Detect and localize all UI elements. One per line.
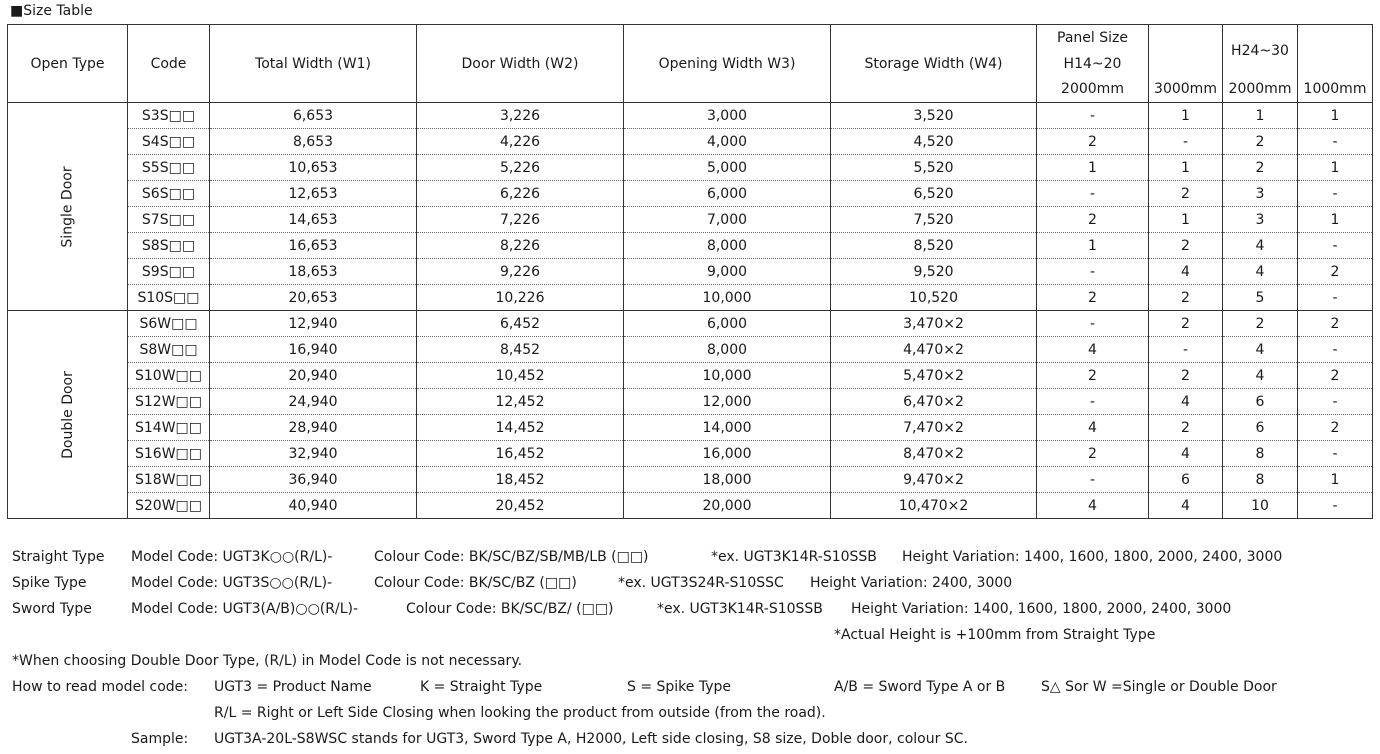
cell-storage-width: 3,470×2 [831, 311, 1037, 337]
cell-total-width: 32,940 [210, 441, 417, 467]
straight-type-label: Straight Type [12, 549, 105, 565]
cell-opening-width: 14,000 [624, 415, 831, 441]
cell-code: S10S□□ [128, 285, 210, 311]
cell-panel-1000: 2 [1298, 259, 1373, 285]
cell-code: S6S□□ [128, 181, 210, 207]
table-row [8, 129, 1373, 155]
cell-opening-width: 9,000 [624, 259, 831, 285]
cell-panel-3000: 4 [1149, 493, 1223, 519]
cell-code: S12W□□ [128, 389, 210, 415]
cell-door-width: 20,452 [417, 493, 624, 519]
cell-panel-1000: 2 [1298, 363, 1373, 389]
ab-definition: A/B = Sword Type A or B [834, 679, 1006, 695]
cell-panel-2000-b: 3 [1223, 207, 1298, 233]
spike-type-label: Spike Type [12, 575, 87, 591]
cell-storage-width: 7,470×2 [831, 415, 1037, 441]
header-storage-width: Storage Width (W4) [831, 25, 1037, 103]
cell-panel-2000-a: 4 [1037, 493, 1149, 519]
cell-panel-3000: 4 [1149, 389, 1223, 415]
cell-door-width: 4,226 [417, 129, 624, 155]
cell-total-width: 12,653 [210, 181, 417, 207]
header-h24-30: H24~30 [1223, 25, 1298, 77]
straight-height-variation: Height Variation: 1400, 1600, 1800, 2000, 2400, 3000 [902, 549, 1283, 565]
sw-definition: S△ Sor W =Single or Double Door [1041, 679, 1277, 695]
table-row [8, 467, 1373, 493]
table-row [8, 207, 1373, 233]
cell-code: S5S□□ [128, 155, 210, 181]
cell-panel-2000-b: 6 [1223, 389, 1298, 415]
table-row [8, 493, 1373, 519]
header-h14-20: H14~20 [1037, 51, 1149, 77]
cell-opening-width: 18,000 [624, 467, 831, 493]
cell-opening-width: 20,000 [624, 493, 831, 519]
cell-code: S18W□□ [128, 467, 210, 493]
cell-opening-width: 3,000 [624, 103, 831, 129]
cell-door-width: 6,452 [417, 311, 624, 337]
open-type-group-cell [8, 311, 128, 519]
cell-code: S14W□□ [128, 415, 210, 441]
table-row [8, 363, 1373, 389]
cell-panel-2000-a: - [1037, 389, 1149, 415]
cell-total-width: 20,653 [210, 285, 417, 311]
cell-panel-2000-b: 3 [1223, 181, 1298, 207]
cell-total-width: 36,940 [210, 467, 417, 493]
cell-code: S6W□□ [128, 311, 210, 337]
cell-panel-2000-a: 2 [1037, 441, 1149, 467]
cell-panel-3000: - [1149, 337, 1223, 363]
sword-height-variation: Height Variation: 1400, 1600, 1800, 2000, 2400, 3000 [851, 601, 1232, 617]
cell-door-width: 5,226 [417, 155, 624, 181]
cell-total-width: 16,940 [210, 337, 417, 363]
cell-opening-width: 16,000 [624, 441, 831, 467]
cell-door-width: 14,452 [417, 415, 624, 441]
cell-door-width: 3,226 [417, 103, 624, 129]
table-row [8, 285, 1373, 311]
cell-panel-2000-a: - [1037, 311, 1149, 337]
spike-model-code: Model Code: UGT3S○○(R/L)- [131, 575, 333, 591]
table-row [8, 103, 1373, 129]
cell-panel-1000: 1 [1298, 155, 1373, 181]
cell-panel-3000: - [1149, 129, 1223, 155]
header-code: Code [128, 25, 210, 103]
rl-definition: R/L = Right or Left Side Closing when looking the product from outside (from the road). [214, 705, 826, 721]
header-door-width: Door Width (W2) [417, 25, 624, 103]
header-3000mm: 3000mm [1149, 77, 1223, 103]
cell-panel-2000-a: - [1037, 259, 1149, 285]
sword-example: *ex. UGT3K14R-S10SSB [657, 601, 823, 617]
cell-opening-width: 5,000 [624, 155, 831, 181]
cell-opening-width: 8,000 [624, 337, 831, 363]
cell-code: S4S□□ [128, 129, 210, 155]
cell-panel-1000: - [1298, 493, 1373, 519]
open-type-group-cell [8, 103, 128, 311]
cell-total-width: 16,653 [210, 233, 417, 259]
header-panel-size: Panel Size [1037, 25, 1149, 51]
header-opening-width: Opening Width W3) [624, 25, 831, 103]
cell-door-width: 16,452 [417, 441, 624, 467]
cell-storage-width: 10,520 [831, 285, 1037, 311]
open-type-label: Single Door [59, 165, 76, 248]
cell-storage-width: 10,470×2 [831, 493, 1037, 519]
size-table-title: ■Size Table [10, 3, 93, 19]
cell-code: S8W□□ [128, 337, 210, 363]
cell-panel-2000-a: 2 [1037, 129, 1149, 155]
cell-panel-2000-b: 4 [1223, 337, 1298, 363]
cell-code: S10W□□ [128, 363, 210, 389]
cell-total-width: 18,653 [210, 259, 417, 285]
cell-panel-2000-b: 10 [1223, 493, 1298, 519]
cell-panel-1000: - [1298, 233, 1373, 259]
cell-storage-width: 8,470×2 [831, 441, 1037, 467]
cell-opening-width: 4,000 [624, 129, 831, 155]
table-row [8, 259, 1373, 285]
cell-panel-2000-b: 4 [1223, 233, 1298, 259]
cell-panel-2000-b: 4 [1223, 363, 1298, 389]
cell-panel-1000: 1 [1298, 467, 1373, 493]
cell-code: S16W□□ [128, 441, 210, 467]
straight-colour-code: Colour Code: BK/SC/BZ/SB/MB/LB (□□) [374, 549, 649, 565]
header-blank-1000 [1298, 25, 1373, 77]
cell-opening-width: 6,000 [624, 311, 831, 337]
cell-panel-1000: - [1298, 337, 1373, 363]
table-row [8, 415, 1373, 441]
cell-opening-width: 10,000 [624, 363, 831, 389]
cell-total-width: 8,653 [210, 129, 417, 155]
cell-panel-1000: - [1298, 129, 1373, 155]
cell-total-width: 28,940 [210, 415, 417, 441]
straight-model-code: Model Code: UGT3K○○(R/L)- [131, 549, 333, 565]
cell-panel-2000-a: 1 [1037, 155, 1149, 181]
cell-panel-2000-b: 2 [1223, 311, 1298, 337]
cell-storage-width: 6,520 [831, 181, 1037, 207]
cell-panel-1000: 1 [1298, 207, 1373, 233]
cell-panel-3000: 1 [1149, 207, 1223, 233]
cell-door-width: 7,226 [417, 207, 624, 233]
cell-total-width: 24,940 [210, 389, 417, 415]
cell-panel-3000: 2 [1149, 415, 1223, 441]
cell-panel-2000-b: 4 [1223, 259, 1298, 285]
header-2000mm-a: 2000mm [1037, 77, 1149, 103]
s-definition: S = Spike Type [627, 679, 732, 695]
sword-colour-code: Colour Code: BK/SC/BZ/ (□□) [406, 601, 614, 617]
k-definition: K = Straight Type [420, 679, 543, 695]
cell-storage-width: 6,470×2 [831, 389, 1037, 415]
cell-panel-3000: 4 [1149, 259, 1223, 285]
cell-door-width: 18,452 [417, 467, 624, 493]
sample-label: Sample: [131, 731, 189, 747]
cell-panel-2000-a: - [1037, 181, 1149, 207]
cell-storage-width: 5,470×2 [831, 363, 1037, 389]
sample-text: UGT3A-20L-S8WSC stands for UGT3, Sword Type A, H2000, Left side closing, S8 size, Doble door, colour SC. [214, 731, 968, 747]
cell-opening-width: 6,000 [624, 181, 831, 207]
cell-door-width: 10,226 [417, 285, 624, 311]
cell-panel-2000-a: 4 [1037, 415, 1149, 441]
table-row [8, 311, 1373, 337]
cell-door-width: 6,226 [417, 181, 624, 207]
cell-panel-2000-a: - [1037, 103, 1149, 129]
cell-panel-2000-b: 8 [1223, 441, 1298, 467]
cell-storage-width: 5,520 [831, 155, 1037, 181]
header-2000mm-b: 2000mm [1223, 77, 1298, 103]
cell-panel-1000: 2 [1298, 311, 1373, 337]
cell-panel-2000-b: 1 [1223, 103, 1298, 129]
cell-panel-2000-b: 2 [1223, 129, 1298, 155]
cell-panel-3000: 2 [1149, 311, 1223, 337]
table-row [8, 233, 1373, 259]
cell-total-width: 10,653 [210, 155, 417, 181]
sword-model-code: Model Code: UGT3(A/B)○○(R/L)- [131, 601, 359, 617]
cell-total-width: 40,940 [210, 493, 417, 519]
cell-panel-2000-b: 6 [1223, 415, 1298, 441]
table-row [8, 155, 1373, 181]
cell-panel-2000-a: 2 [1037, 363, 1149, 389]
table-row [8, 337, 1373, 363]
double-door-note: *When choosing Double Door Type, (R/L) in Model Code is not necessary. [12, 653, 523, 669]
cell-panel-2000-b: 5 [1223, 285, 1298, 311]
cell-total-width: 20,940 [210, 363, 417, 389]
cell-panel-1000: - [1298, 389, 1373, 415]
spike-height-variation: Height Variation: 2400, 3000 [810, 575, 1013, 591]
cell-storage-width: 3,520 [831, 103, 1037, 129]
cell-storage-width: 4,520 [831, 129, 1037, 155]
cell-code: S20W□□ [128, 493, 210, 519]
cell-panel-3000: 4 [1149, 441, 1223, 467]
cell-panel-2000-a: 2 [1037, 285, 1149, 311]
cell-code: S3S□□ [128, 103, 210, 129]
cell-storage-width: 8,520 [831, 233, 1037, 259]
cell-panel-3000: 2 [1149, 233, 1223, 259]
cell-storage-width: 9,520 [831, 259, 1037, 285]
spike-colour-code: Colour Code: BK/SC/BZ (□□) [374, 575, 577, 591]
cell-panel-3000: 6 [1149, 467, 1223, 493]
header-total-width: Total Width (W1) [210, 25, 417, 103]
cell-code: S7S□□ [128, 207, 210, 233]
table-row [8, 181, 1373, 207]
cell-panel-1000: 2 [1298, 415, 1373, 441]
cell-panel-2000-a: 2 [1037, 207, 1149, 233]
cell-code: S8S□□ [128, 233, 210, 259]
cell-opening-width: 7,000 [624, 207, 831, 233]
cell-opening-width: 12,000 [624, 389, 831, 415]
table-row [8, 441, 1373, 467]
cell-panel-2000-a: - [1037, 467, 1149, 493]
cell-panel-1000: - [1298, 441, 1373, 467]
cell-panel-2000-a: 1 [1037, 233, 1149, 259]
header-1000mm: 1000mm [1298, 77, 1373, 103]
cell-total-width: 6,653 [210, 103, 417, 129]
cell-panel-2000-a: 4 [1037, 337, 1149, 363]
cell-panel-3000: 1 [1149, 103, 1223, 129]
header-blank-3000 [1149, 25, 1223, 77]
cell-door-width: 9,226 [417, 259, 624, 285]
cell-door-width: 12,452 [417, 389, 624, 415]
cell-code: S9S□□ [128, 259, 210, 285]
spike-example: *ex. UGT3S24R-S10SSC [618, 575, 784, 591]
open-type-label: Double Door [59, 370, 76, 459]
cell-panel-2000-b: 2 [1223, 155, 1298, 181]
cell-panel-3000: 1 [1149, 155, 1223, 181]
cell-storage-width: 9,470×2 [831, 467, 1037, 493]
cell-opening-width: 8,000 [624, 233, 831, 259]
straight-example: *ex. UGT3K14R-S10SSB [711, 549, 877, 565]
ugt3-definition: UGT3 = Product Name [214, 679, 372, 695]
size-table-body [8, 103, 1373, 519]
cell-storage-width: 4,470×2 [831, 337, 1037, 363]
size-table [7, 24, 1373, 519]
cell-panel-1000: - [1298, 285, 1373, 311]
cell-panel-3000: 2 [1149, 363, 1223, 389]
how-to-read-label: How to read model code: [12, 679, 188, 695]
cell-panel-3000: 2 [1149, 285, 1223, 311]
cell-door-width: 8,226 [417, 233, 624, 259]
cell-panel-2000-b: 8 [1223, 467, 1298, 493]
sword-type-label: Sword Type [12, 601, 92, 617]
header-open-type: Open Type [8, 25, 128, 103]
cell-panel-1000: - [1298, 181, 1373, 207]
cell-storage-width: 7,520 [831, 207, 1037, 233]
cell-total-width: 14,653 [210, 207, 417, 233]
cell-panel-3000: 2 [1149, 181, 1223, 207]
cell-door-width: 8,452 [417, 337, 624, 363]
cell-door-width: 10,452 [417, 363, 624, 389]
cell-total-width: 12,940 [210, 311, 417, 337]
cell-opening-width: 10,000 [624, 285, 831, 311]
table-row [8, 389, 1373, 415]
actual-height-note: *Actual Height is +100mm from Straight Type [834, 627, 1156, 643]
cell-panel-1000: 1 [1298, 103, 1373, 129]
